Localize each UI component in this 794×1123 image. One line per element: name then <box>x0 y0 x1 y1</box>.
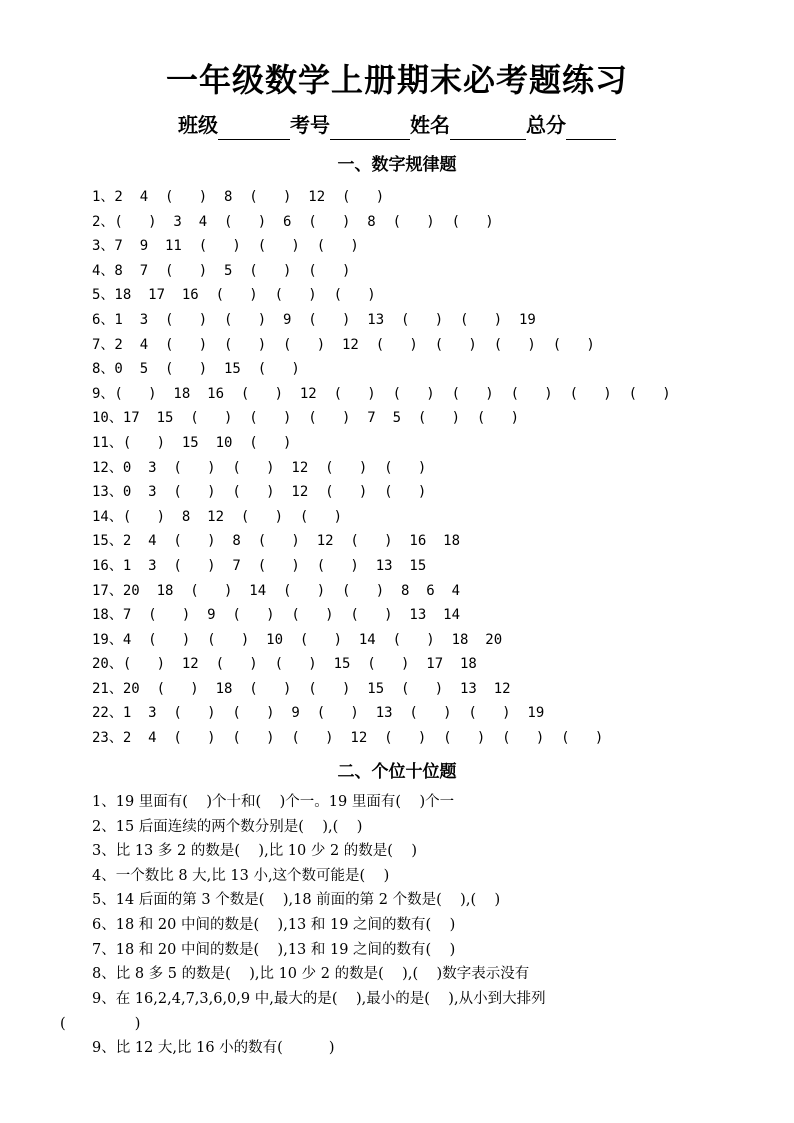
question-item: 19、4 ( ) ( ) 10 ( ) 14 ( ) 18 20 <box>92 631 503 648</box>
question-item: 2、15 后面连续的两个数分别是( ),( ) <box>92 818 363 835</box>
question-item: 9、比 12 大,比 16 小的数有( ) <box>92 1040 335 1056</box>
question-item: 11、( ) 15 10 ( ) <box>92 434 292 451</box>
question-item: 16、1 3 ( ) 7 ( ) ( ) 13 15 <box>92 557 427 574</box>
question-item: 18、7 ( ) 9 ( ) ( ) ( ) 13 14 <box>92 607 461 624</box>
question-item: 20、( ) 12 ( ) ( ) 15 ( ) 17 18 <box>92 656 477 673</box>
question-item: 10、17 15 ( ) ( ) ( ) 7 5 ( ) ( ) <box>92 410 520 427</box>
question-item: 1、19 里面有( )个十和( )个一。19 里面有( )个一 <box>92 794 455 810</box>
question-item: 4、一个数比 8 大,比 13 小,这个数可能是( ) <box>92 867 390 884</box>
question-item: 14、( ) 8 12 ( ) ( ) <box>92 508 343 525</box>
question-item: 2、( ) 3 4 ( ) 6 ( ) 8 ( ) ( ) <box>92 213 494 230</box>
question-item: 5、18 17 16 ( ) ( ) ( ) <box>92 287 376 304</box>
name-label: 姓名 <box>410 113 450 137</box>
question-9-wrap-line: ( ) <box>60 1016 141 1032</box>
question-item: 9、在 16,2,4,7,3,6,0,9 中,最大的是( ),最小的是( ),从小到大排列 <box>92 990 546 1007</box>
number-label: 考号 <box>290 113 330 137</box>
question-item: 9、( ) 18 16 ( ) 12 ( ) ( ) ( ) ( ) ( ) ( ) <box>92 385 671 402</box>
question-item: 4、8 7 ( ) 5 ( ) ( ) <box>92 262 351 279</box>
section-heading-number-patterns: 一、数字规律题 <box>337 155 457 175</box>
question-item: 8、0 5 ( ) 15 ( ) <box>92 361 300 378</box>
question-item: 22、1 3 ( ) ( ) 9 ( ) 13 ( ) ( ) 19 <box>92 705 545 722</box>
place-value-questions-b <box>92 1036 335 1061</box>
score-label: 总分 <box>526 113 566 137</box>
section-heading-place-value: 二、个位十位题 <box>337 762 457 782</box>
question-item: 6、1 3 ( ) ( ) 9 ( ) 13 ( ) ( ) 19 <box>92 311 536 328</box>
question-item: 5、14 后面的第 3 个数是( ),18 前面的第 2 个数是( ),( ) <box>92 892 501 909</box>
question-item: 23、2 4 ( ) ( ) ( ) 12 ( ) ( ) ( ) ( ) <box>92 730 604 747</box>
question-item: 13、0 3 ( ) ( ) 12 ( ) ( ) <box>92 484 427 501</box>
question-item: 6、18 和 20 中间的数是( ),13 和 19 之间的数有( ) <box>92 916 456 933</box>
question-item: 7、18 和 20 中间的数是( ),13 和 19 之间的数有( ) <box>92 941 456 958</box>
question-item: 1、2 4 ( ) 8 ( ) 12 ( ) <box>92 189 385 205</box>
class-label: 班级 <box>178 113 218 137</box>
question-item: 3、7 9 11 ( ) ( ) ( ) <box>92 238 359 255</box>
place-value-questions-a <box>92 790 546 1011</box>
question-item: 17、20 18 ( ) 14 ( ) ( ) 8 6 4 <box>92 582 461 599</box>
page-title: 一年级数学上册期末必考题练习 <box>165 61 628 99</box>
number-pattern-questions <box>92 185 671 751</box>
question-item: 7、2 4 ( ) ( ) ( ) 12 ( ) ( ) ( ) ( ) <box>92 336 595 353</box>
class-blank <box>218 117 290 140</box>
question-item: 3、比 13 多 2 的数是( ),比 10 少 2 的数是( ) <box>92 843 418 860</box>
question-item: 8、比 8 多 5 的数是( ),比 10 少 2 的数是( ),( )数字表示没有 <box>92 966 530 983</box>
number-blank <box>330 117 410 140</box>
score-blank <box>566 117 616 140</box>
question-item: 21、20 ( ) 18 ( ) ( ) 15 ( ) 13 12 <box>92 680 511 697</box>
name-blank <box>450 117 526 140</box>
question-item: 12、0 3 ( ) ( ) 12 ( ) ( ) <box>92 459 427 476</box>
question-item: 15、2 4 ( ) 8 ( ) 12 ( ) 16 18 <box>92 533 461 550</box>
student-info-line <box>0 110 794 140</box>
